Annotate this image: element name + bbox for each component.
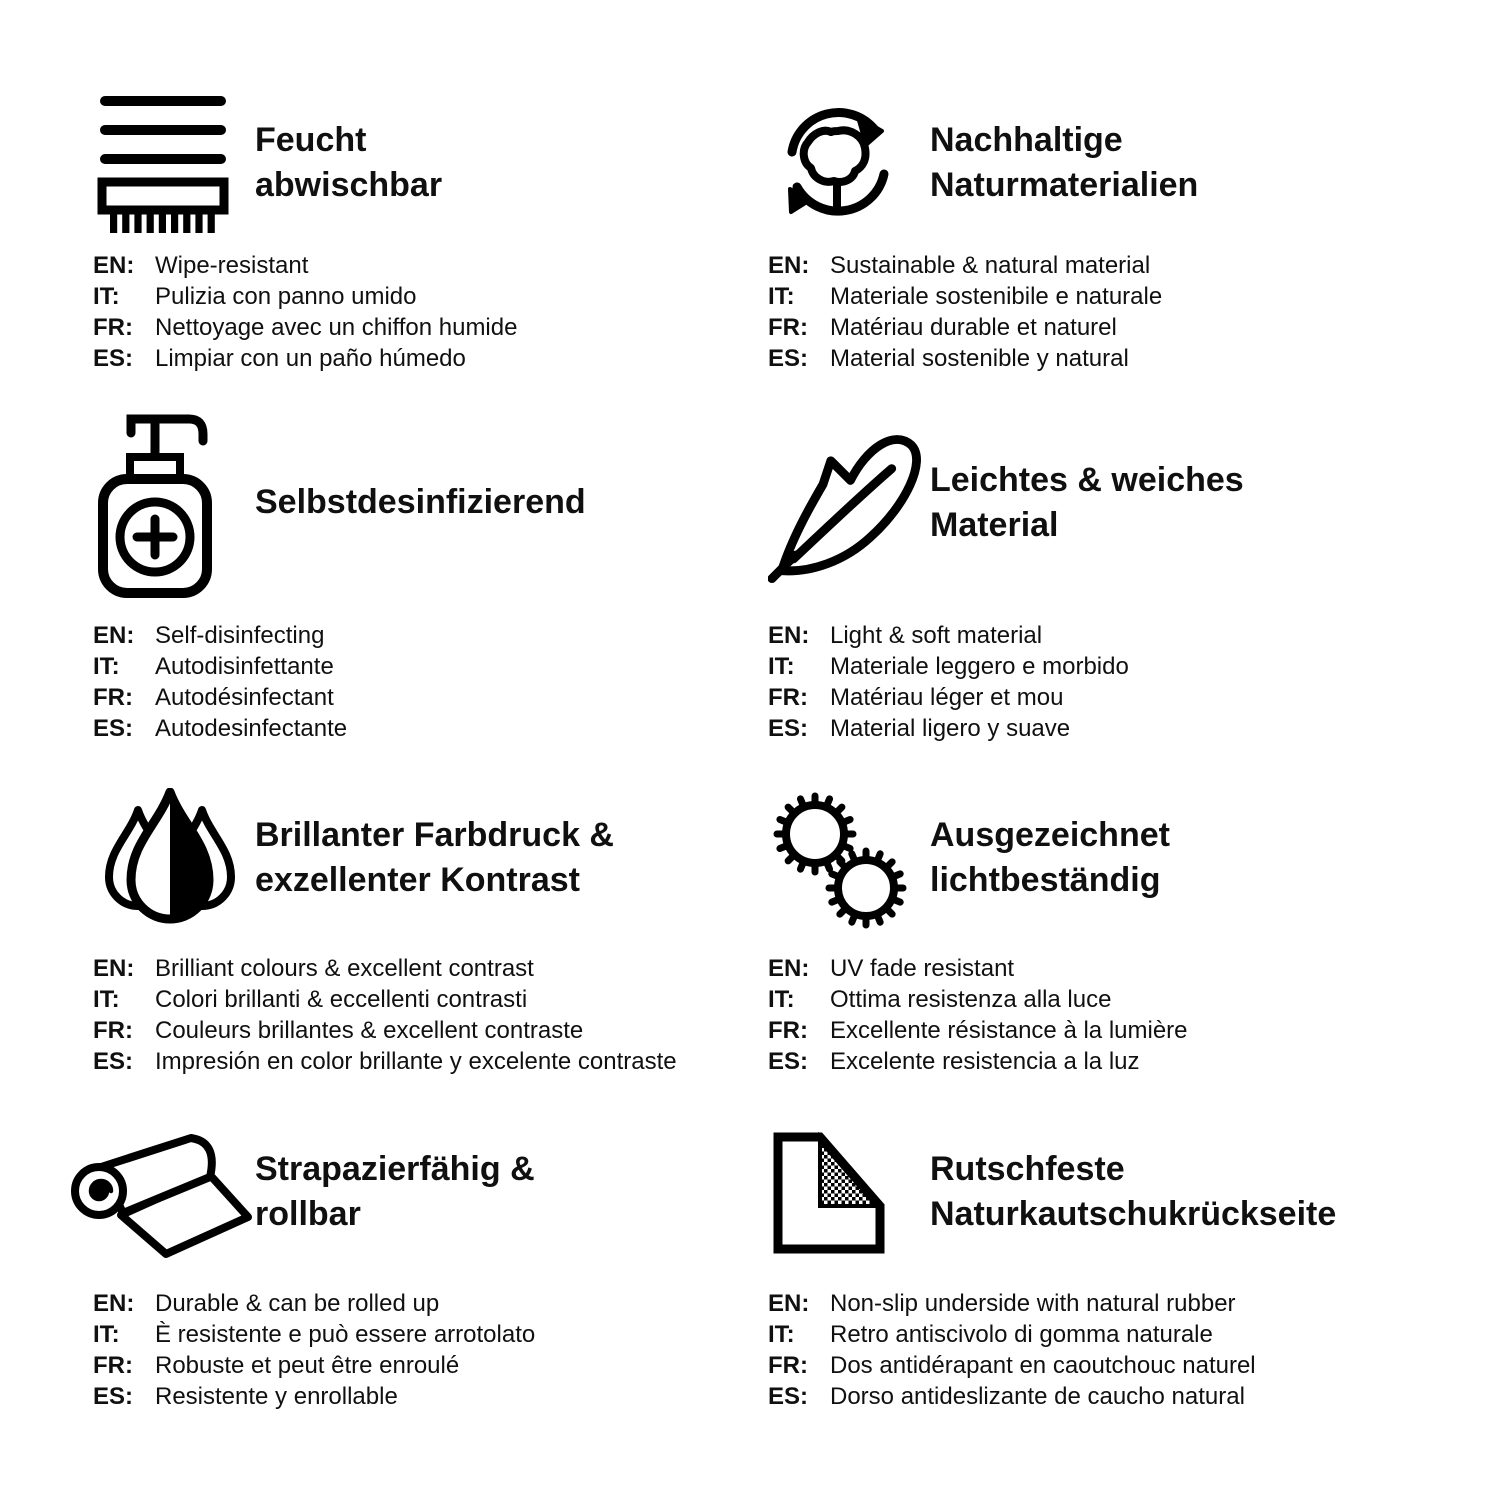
translation-row	[93, 281, 735, 312]
section-header	[85, 405, 735, 600]
title-line: Material	[930, 505, 1059, 544]
lang-label: FR:	[93, 1352, 133, 1379]
title-line: Strapazierfähig &	[255, 1150, 535, 1188]
lang-label: ES:	[93, 345, 134, 372]
lang-label: IT:	[93, 986, 120, 1013]
lang-label: ES:	[768, 1383, 809, 1410]
translation-text: Non-slip underside with natural rubber	[830, 1290, 1236, 1317]
icon-box	[760, 405, 930, 600]
lang-label: FR:	[768, 1017, 808, 1044]
translation-row	[93, 1015, 745, 1046]
feature-section-durable-rollable	[65, 1122, 735, 1412]
lang-label: EN:	[768, 1290, 810, 1317]
translation-row	[768, 312, 1470, 343]
ink-drops-icon	[97, 788, 243, 928]
translation-text: Autodesinfectante	[155, 715, 348, 742]
lang-label: ES:	[93, 1383, 134, 1410]
lang-label: ES:	[768, 345, 809, 372]
section-header	[85, 783, 745, 933]
lang-label: ES:	[768, 715, 809, 742]
lang-label: FR:	[768, 684, 808, 711]
feature-section-brilliant-print	[85, 783, 745, 1077]
section-title	[930, 1147, 1490, 1237]
feature-section-lightfast	[760, 783, 1470, 1077]
title-line: Feucht	[255, 121, 367, 159]
translations	[85, 953, 745, 1077]
section-header	[760, 1122, 1490, 1262]
translation-row	[768, 1350, 1490, 1381]
feather-icon	[768, 420, 930, 585]
folded-corner-icon	[768, 1127, 886, 1257]
translation-text: Material sostenible y natural	[830, 345, 1129, 372]
title-line: Naturmaterialien	[930, 166, 1199, 204]
translation-row	[93, 682, 735, 713]
lang-label: ES:	[93, 1048, 134, 1075]
section-title	[930, 458, 1470, 548]
translation-text: È resistente e può essere arrotolato	[155, 1321, 536, 1348]
translations	[85, 620, 735, 744]
translation-text: Impresión en color brillante y excelente contraste	[155, 1048, 677, 1075]
lang-label: FR:	[93, 684, 133, 711]
lang-label: ES:	[93, 715, 134, 742]
translation-row	[768, 343, 1470, 374]
translation-row	[93, 343, 735, 374]
icon-box	[760, 783, 930, 933]
section-header	[760, 88, 1470, 238]
lang-label: EN:	[93, 622, 135, 649]
translation-text: Wipe-resistant	[155, 252, 309, 279]
translation-row	[93, 713, 735, 744]
feature-section-self-disinfecting	[85, 405, 735, 744]
translation-text: Ottima resistenza alla luce	[830, 986, 1112, 1013]
translation-row	[768, 1381, 1490, 1412]
section-header	[760, 405, 1470, 600]
lang-label: IT:	[93, 653, 120, 680]
translation-text: Material ligero y suave	[830, 715, 1071, 742]
section-title	[255, 480, 735, 525]
lang-label: IT:	[93, 283, 120, 310]
translation-row	[93, 953, 745, 984]
icon-box	[85, 405, 255, 600]
lang-label: EN:	[93, 955, 135, 982]
translation-text: Materiale sostenibile e naturale	[830, 283, 1163, 310]
soap-dispenser-icon	[97, 407, 213, 599]
lang-label: IT:	[768, 986, 795, 1013]
icon-box	[65, 1122, 255, 1262]
rolled-mat-icon	[67, 1125, 255, 1260]
lang-label: IT:	[768, 653, 795, 680]
section-title	[255, 1147, 735, 1237]
translation-row	[93, 620, 735, 651]
feature-section-sustainable	[760, 88, 1470, 374]
translation-text: Brilliant colours & excellent contrast	[155, 955, 534, 982]
lang-label: EN:	[93, 252, 135, 279]
translation-text: Dorso antideslizante de caucho natural	[830, 1383, 1245, 1410]
translations	[85, 250, 735, 374]
section-header	[65, 1122, 735, 1262]
lang-label: ES:	[768, 1048, 809, 1075]
title-line: Brillanter Farbdruck &	[255, 816, 614, 854]
translations	[760, 1288, 1490, 1412]
feature-section-wipeable	[85, 88, 735, 374]
recycle-tree-icon	[768, 93, 908, 233]
section-header	[85, 88, 735, 238]
translation-text: Autodisinfettante	[155, 653, 334, 680]
section-title	[930, 813, 1470, 903]
translation-row	[93, 312, 735, 343]
translation-row	[768, 953, 1470, 984]
translation-row	[768, 281, 1470, 312]
section-title	[255, 813, 745, 903]
translation-text: Autodésinfectant	[155, 684, 334, 711]
translation-text: Self-disinfecting	[155, 622, 325, 649]
translation-text: Robuste et peut être enroulé	[155, 1352, 460, 1379]
section-header	[760, 783, 1470, 933]
translation-text: Colori brillanti & eccellenti contrasti	[155, 986, 528, 1013]
title-line: exzellenter Kontrast	[255, 861, 580, 899]
translation-text: Excellente résistance à la lumière	[830, 1017, 1188, 1044]
translation-row	[93, 651, 735, 682]
translation-text: Matériau durable et naturel	[830, 314, 1117, 341]
translation-row	[768, 250, 1470, 281]
uv-suns-icon	[768, 784, 910, 932]
translations	[760, 953, 1470, 1077]
translation-row	[768, 1046, 1470, 1077]
feature-section-non-slip	[760, 1122, 1490, 1412]
translation-row	[768, 713, 1470, 744]
translation-text: Materiale leggero e morbido	[830, 653, 1129, 680]
translation-row	[93, 1046, 745, 1077]
translation-row	[93, 1288, 735, 1319]
translation-text: Dos antidérapant en caoutchouc naturel	[830, 1352, 1256, 1379]
icon-box	[760, 1122, 930, 1262]
translation-text: Pulizia con panno umido	[155, 283, 417, 310]
translation-row	[768, 1288, 1490, 1319]
translation-row	[768, 1319, 1490, 1350]
translation-text: Matériau léger et mou	[830, 684, 1064, 711]
title-line: abwischbar	[255, 166, 443, 204]
translations	[760, 250, 1470, 374]
translation-row	[93, 1350, 735, 1381]
lang-label: EN:	[768, 252, 810, 279]
lang-label: EN:	[768, 622, 810, 649]
title-line: rollbar	[255, 1195, 361, 1233]
translation-text: Excelente resistencia a la luz	[830, 1048, 1140, 1075]
section-title	[255, 118, 735, 208]
translation-row	[768, 682, 1470, 713]
lang-label: IT:	[93, 1321, 120, 1348]
title-line: Naturkautschukrückseite	[930, 1195, 1337, 1233]
translation-text: Light & soft material	[830, 622, 1043, 649]
translation-row	[768, 984, 1470, 1015]
lang-label: IT:	[768, 283, 795, 310]
feature-section-light-soft	[760, 405, 1470, 744]
translation-text: Durable & can be rolled up	[155, 1290, 440, 1317]
translation-text: Nettoyage avec un chiffon humide	[155, 314, 518, 341]
translation-row	[93, 1381, 735, 1412]
translation-row	[768, 1015, 1470, 1046]
title-line: Rutschfeste	[930, 1150, 1125, 1188]
lang-label: EN:	[93, 1290, 135, 1317]
title-line: Nachhaltige	[930, 121, 1123, 159]
translation-row	[93, 1319, 735, 1350]
translation-row	[768, 651, 1470, 682]
translation-text: Couleurs brillantes & excellent contraste	[155, 1017, 584, 1044]
translations	[760, 620, 1470, 744]
icon-box	[85, 783, 255, 933]
translations	[65, 1288, 735, 1412]
translation-text: Limpiar con un paño húmedo	[155, 345, 466, 372]
translation-row	[768, 620, 1470, 651]
translation-row	[93, 984, 745, 1015]
lang-label: FR:	[768, 314, 808, 341]
icon-box	[760, 88, 930, 238]
translation-text: Retro antiscivolo di gomma naturale	[830, 1321, 1213, 1348]
translation-text: UV fade resistant	[830, 955, 1015, 982]
title-line: lichtbeständig	[930, 861, 1161, 899]
lang-label: FR:	[93, 314, 133, 341]
lang-label: FR:	[768, 1352, 808, 1379]
title-line: Leichtes & weiches	[930, 460, 1244, 499]
title-line: Selbstdesinfizierend	[255, 483, 586, 521]
title-line: Ausgezeichnet	[930, 816, 1170, 854]
translation-text: Resistente y enrollable	[155, 1383, 398, 1410]
translation-row	[93, 250, 735, 281]
section-title	[930, 118, 1470, 208]
lang-label: IT:	[768, 1321, 795, 1348]
wipe-brush-icon	[97, 92, 229, 234]
lang-label: FR:	[93, 1017, 133, 1044]
translation-text: Sustainable & natural material	[830, 252, 1151, 279]
icon-box	[85, 88, 255, 238]
lang-label: EN:	[768, 955, 810, 982]
